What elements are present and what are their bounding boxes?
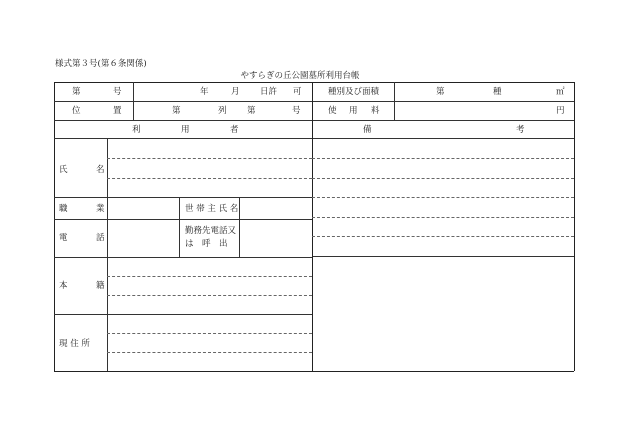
type-suffix: 種 (493, 87, 502, 97)
row-line-1 (54, 101, 574, 102)
remarks-header-2: 考 (516, 125, 525, 135)
type-prefix: 第 (436, 87, 445, 97)
position-label-2: 置 (113, 106, 122, 116)
row-line-3 (54, 138, 574, 139)
fee-label-3: 料 (371, 106, 380, 116)
domicile-label-2: 籍 (96, 281, 105, 291)
user-header-2: 用 (181, 125, 190, 135)
table-border-top (54, 82, 574, 83)
location-number-suffix: 号 (292, 106, 301, 116)
user-header-3: 者 (230, 125, 239, 135)
fee-label-2: 用 (349, 106, 358, 116)
fee-label-1: 使 (328, 106, 337, 116)
phone-label-1: 電 (59, 233, 68, 243)
name-dash-2 (107, 178, 312, 179)
remarks-dash-3 (312, 197, 574, 198)
name-dash-1 (107, 158, 312, 159)
col-line-area (394, 82, 395, 120)
occupation-label-1: 職 (59, 204, 68, 214)
left-line-phone-top (54, 219, 312, 220)
address-dash-2 (107, 352, 312, 353)
work-phone-label-1: 勤務先電話又 (185, 226, 237, 236)
location-section: 第 (172, 106, 181, 116)
table-border-right (574, 82, 575, 371)
col-line-number (133, 82, 134, 120)
domicile-dash-1 (107, 276, 312, 277)
name-label-2: 名 (96, 165, 105, 175)
area-label: 種別及び面積 (328, 87, 380, 97)
address-dash-1 (107, 333, 312, 334)
remarks-dash-4 (312, 217, 574, 218)
remarks-header-1: 備 (363, 125, 372, 135)
col-line-label (107, 138, 108, 371)
permit-day: 日許 (260, 87, 278, 97)
left-line-domicile-top (54, 257, 312, 258)
col-line-middle (312, 82, 313, 371)
area-unit: ㎡ (556, 87, 565, 97)
permit-year: 年 (200, 87, 209, 97)
user-header-1: 利 (132, 125, 141, 135)
permit-suffix: 可 (293, 87, 302, 97)
row-line-2 (54, 120, 574, 121)
number-label-prefix: 第 (72, 87, 81, 97)
table-border-left (54, 82, 55, 371)
domicile-dash-2 (107, 295, 312, 296)
position-label-1: 位 (72, 106, 81, 116)
col-line-household (179, 197, 180, 257)
number-label-suffix: 号 (113, 87, 122, 97)
left-line-occupation-top (54, 197, 312, 198)
remarks-dash-2 (312, 178, 574, 179)
left-line-address-top (54, 314, 312, 315)
domicile-label-1: 本 (59, 281, 68, 291)
address-label: 現 住 所 (59, 339, 90, 349)
fee-unit: 円 (556, 106, 565, 116)
location-number-prefix: 第 (247, 106, 256, 116)
remarks-dash-1 (312, 158, 574, 159)
col-line-household-value (239, 197, 240, 257)
work-phone-label-2: は 呼 出 (185, 239, 228, 249)
permit-month: 月 (231, 87, 240, 97)
right-line-remarks-split (312, 256, 574, 257)
table-border-bottom (54, 371, 574, 372)
name-label-1: 氏 (59, 165, 68, 175)
remarks-dash-5 (312, 236, 574, 237)
occupation-label-2: 業 (96, 204, 105, 214)
form-title: やすらぎの丘公園墓所利用台帳 (240, 71, 360, 81)
form-style-label: 様式第３号(第６条関係) (55, 59, 147, 69)
household-head-label: 世 帯 主 氏 名 (185, 204, 239, 214)
phone-label-2: 話 (96, 233, 105, 243)
location-row: 列 (218, 106, 227, 116)
